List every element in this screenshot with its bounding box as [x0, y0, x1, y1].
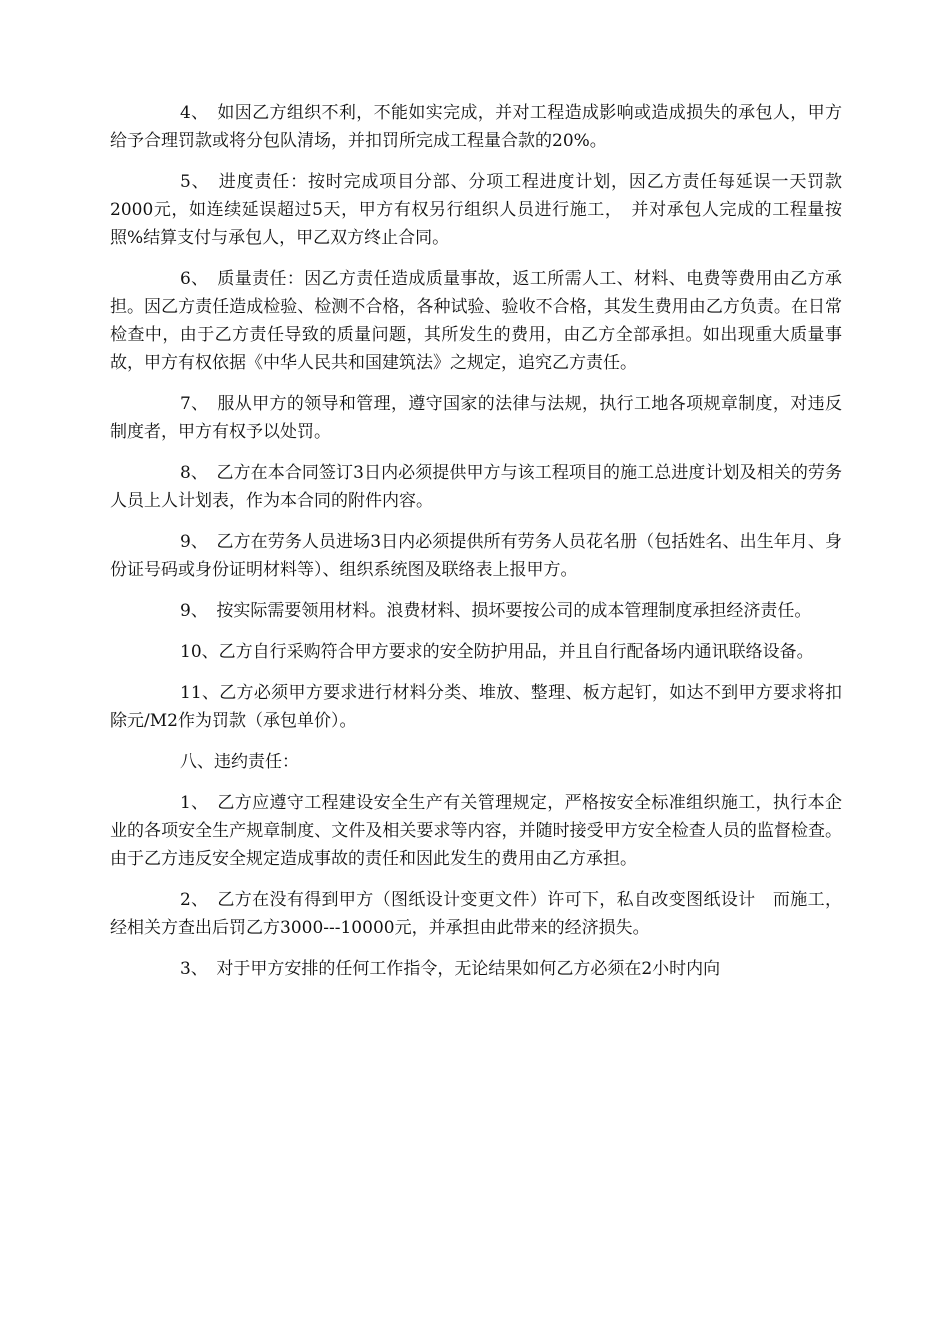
clause-8-schedule-plan: 8、 乙方在本合同签订3日内必须提供甲方与该工程项目的施工总进度计划及相关的劳务人员上人计划表，作为本合同的附件内容。 [110, 463, 842, 511]
liability-clause-1: 1、 乙方应遵守工程建设安全生产有关管理规定，严格按安全标准组织施工，执行本企业的各项安全生产规章制度、文件及相关要求等内容，并随时接受甲方安全检查人员的监督检查。由于乙方违反安全规定造成事故的责任和因此发生的费用由乙方承担。 [110, 793, 842, 869]
document-body [110, 99, 842, 996]
clause-7-obey-management: 7、 服从甲方的领导和管理，遵守国家的法律与法规，执行工地各项规章制度，对违反制度者，甲方有权予以处罚。 [110, 394, 842, 442]
clause-10-safety-equipment: 10、乙方自行采购符合甲方要求的安全防护用品，并且自行配备场内通讯联络设备。 [180, 642, 814, 662]
clause-6-quality-responsibility: 6、 质量责任：因乙方责任造成质量事故，返工所需人工、材料、电费等费用由乙方承担。因乙方责任造成检验、检测不合格，各种试验、验收不合格，其发生费用由乙方负责。在日常检查中，由于乙方责任导致的质量问题，其所发生的费用，由乙方全部承担。如出现重大质量事故，甲方有权依据《中华人民共和国建筑法》之规定，追究乙方责任。 [110, 269, 842, 373]
clause-4-penalty: 4、 如因乙方组织不利，不能如实完成，并对工程造成影响或造成损失的承包人，甲方给予合理罚款或将分包队清场，并扣罚所完成工程量合款的20%。 [110, 103, 842, 151]
clause-9-materials: 9、 按实际需要领用材料。浪费材料、损坏要按公司的成本管理制度承担经济责任。 [180, 601, 812, 621]
liability-clause-2: 2、 乙方在没有得到甲方（图纸设计变更文件）许可下，私自改变图纸设计 而施工，经相关方查出后罚乙方3000---10000元，并承担由此带来的经济损失。 [110, 890, 842, 938]
liability-clause-3: 3、 对于甲方安排的任何工作指令，无论结果如何乙方必须在2小时内向 [180, 959, 721, 979]
section-8-heading: 八、违约责任： [180, 752, 299, 772]
clause-11-material-sorting: 11、乙方必须甲方要求进行材料分类、堆放、整理、板方起钉，如达不到甲方要求将扣除元/M2作为罚款（承包单价）。 [110, 683, 842, 731]
clause-5-schedule-responsibility: 5、 进度责任：按时完成项目分部、分项工程进度计划，因乙方责任每延误一天罚款2000元，如连续延误超过5天，甲方有权另行组织人员进行施工， 并对承包人完成的工程量按照%结算支付与承包人，甲乙双方终止合同。 [110, 172, 842, 248]
clause-9-personnel-roster: 9、 乙方在劳务人员进场3日内必须提供所有劳务人员花名册（包括姓名、出生年月、身份证号码或身份证明材料等）、组织系统图及联络表上报甲方。 [110, 532, 842, 580]
